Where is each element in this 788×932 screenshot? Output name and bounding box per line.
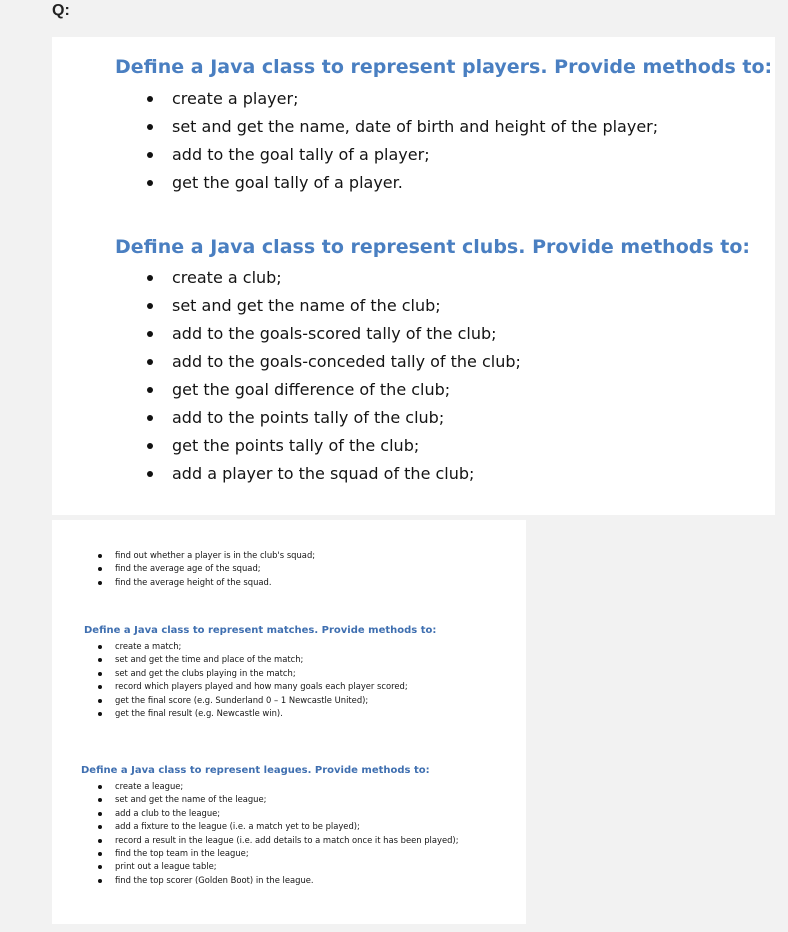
question-label: Q:: [52, 2, 70, 19]
list-item: set and get the name of the league;: [96, 793, 459, 806]
list-item: add a fixture to the league (i.e. a match yet to be played);: [96, 820, 459, 833]
list-item: create a match;: [96, 640, 408, 653]
list-item: add a club to the league;: [96, 807, 459, 820]
bullet-icon: [147, 387, 153, 393]
bullet-icon: [98, 839, 102, 843]
bullet-icon: [147, 180, 153, 186]
bullet-icon: [98, 865, 102, 869]
list-item: add to the goals-scored tally of the club;: [145, 320, 521, 348]
list-item: set and get the clubs playing in the match;: [96, 667, 408, 680]
list-item: find the average height of the squad.: [96, 576, 315, 589]
bullet-icon: [98, 672, 102, 676]
bullet-icon: [147, 96, 153, 102]
bullet-icon: [98, 567, 102, 571]
bullet-icon: [147, 275, 153, 281]
bullet-icon: [98, 825, 102, 829]
bullet-icon: [98, 812, 102, 816]
bullet-icon: [147, 471, 153, 477]
list-item: add to the points tally of the club;: [145, 404, 521, 432]
bullet-icon: [98, 658, 102, 662]
bullet-icon: [147, 331, 153, 337]
list-item: set and get the time and place of the match;: [96, 653, 408, 666]
bullet-icon: [98, 581, 102, 585]
bullet-icon: [147, 124, 153, 130]
list-item: record a result in the league (i.e. add details to a match once it has been played);: [96, 834, 459, 847]
list-item: find the average age of the squad;: [96, 562, 315, 575]
list-item: find out whether a player is in the club's squad;: [96, 549, 315, 562]
list-item: get the goal tally of a player.: [145, 169, 658, 197]
players-methods-list: [145, 85, 658, 197]
bullet-icon: [98, 554, 102, 558]
list-item: print out a league table;: [96, 860, 459, 873]
bullet-icon: [147, 152, 153, 158]
bullet-icon: [98, 645, 102, 649]
bullet-icon: [98, 712, 102, 716]
clubs-methods-list: [145, 264, 521, 488]
clubs-continued-methods-list: [96, 549, 315, 589]
list-item: create a player;: [145, 85, 658, 113]
list-item: set and get the name of the club;: [145, 292, 521, 320]
players-heading: Define a Java class to represent players. Provide methods to:: [115, 56, 773, 78]
bullet-icon: [98, 879, 102, 883]
bullet-icon: [98, 785, 102, 789]
list-item: find the top scorer (Golden Boot) in the league.: [96, 874, 459, 887]
bullet-icon: [98, 699, 102, 703]
list-item: add a player to the squad of the club;: [145, 460, 521, 488]
list-item: find the top team in the league;: [96, 847, 459, 860]
list-item: create a club;: [145, 264, 521, 292]
list-item: create a league;: [96, 780, 459, 793]
bullet-icon: [98, 798, 102, 802]
bullet-icon: [98, 852, 102, 856]
list-item: get the final result (e.g. Newcastle win).: [96, 707, 408, 720]
leagues-methods-list: [96, 780, 459, 887]
assignment-image-part-2: [52, 520, 526, 924]
bullet-icon: [147, 415, 153, 421]
clubs-heading: Define a Java class to represent clubs. Provide methods to:: [115, 236, 751, 258]
bullet-icon: [98, 685, 102, 689]
list-item: add to the goal tally of a player;: [145, 141, 658, 169]
bullet-icon: [147, 443, 153, 449]
matches-heading: Define a Java class to represent matches. Provide methods to:: [84, 625, 437, 636]
list-item: get the goal difference of the club;: [145, 376, 521, 404]
assignment-image-part-1: [52, 37, 775, 515]
list-item: add to the goals-conceded tally of the club;: [145, 348, 521, 376]
list-item: record which players played and how many goals each player scored;: [96, 680, 408, 693]
list-item: set and get the name, date of birth and height of the player;: [145, 113, 658, 141]
bullet-icon: [147, 303, 153, 309]
list-item: get the points tally of the club;: [145, 432, 521, 460]
leagues-heading: Define a Java class to represent leagues. Provide methods to:: [81, 765, 430, 776]
matches-methods-list: [96, 640, 408, 720]
list-item: get the final score (e.g. Sunderland 0 – 1 Newcastle United);: [96, 694, 408, 707]
bullet-icon: [147, 359, 153, 365]
